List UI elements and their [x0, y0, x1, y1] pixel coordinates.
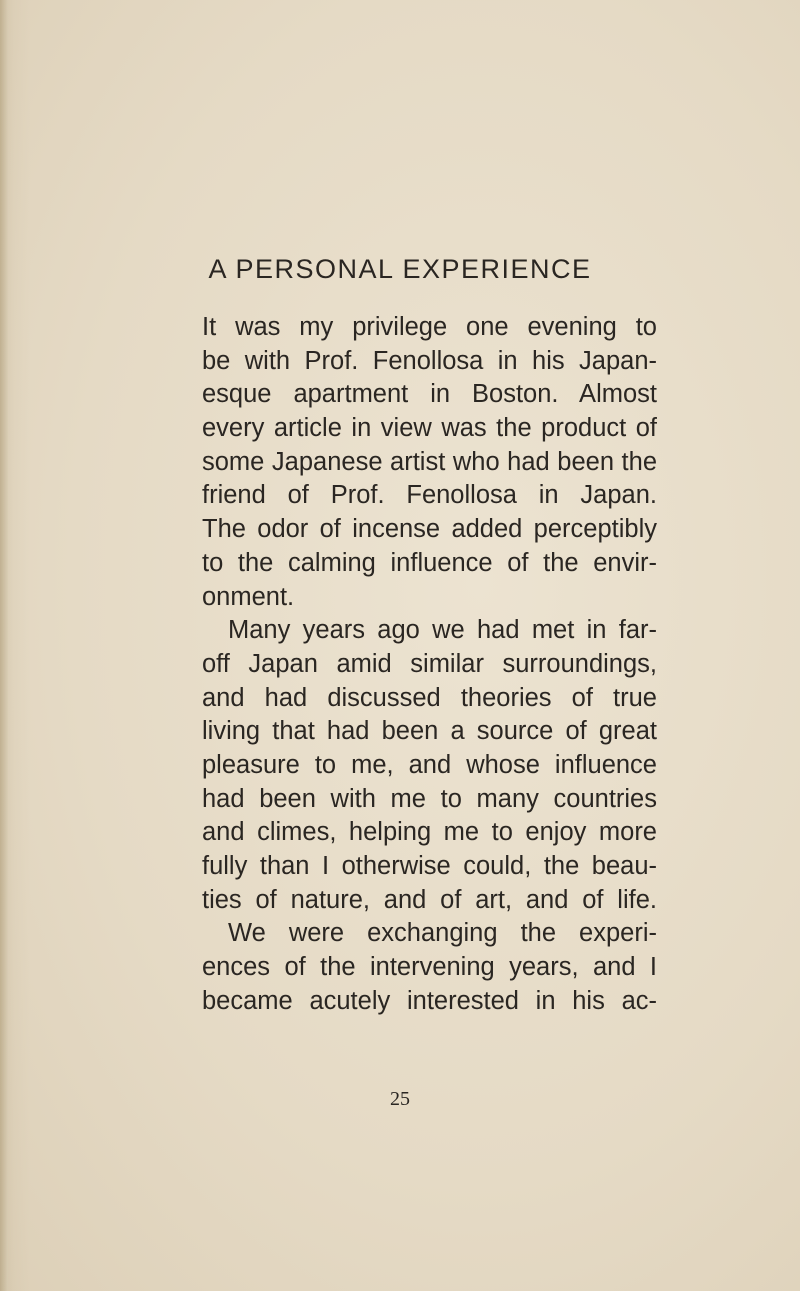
chapter-heading: A PERSONAL EXPERIENCE: [208, 254, 592, 284]
text-line: and had discussed theories of true: [202, 683, 657, 712]
text-line: It was my privilege one evening to: [202, 313, 657, 341]
text-line: every article in view was the product of: [202, 414, 657, 443]
text-line: off Japan amid similar surroundings,: [202, 649, 657, 678]
text-line: onment.: [202, 582, 295, 611]
text-line: living that had been a source of great: [202, 717, 657, 746]
text-line: pleasure to me, and whose influence: [202, 750, 657, 779]
text-line: The odor of incense added perceptibly: [202, 515, 657, 544]
text-line: some Japanese artist who had been the: [202, 447, 657, 476]
text-line: We were exchanging the experi-: [228, 919, 657, 948]
text-line: friend of Prof. Fenollosa in Japan.: [202, 481, 657, 510]
text-line: had been with me to many countries: [202, 784, 657, 813]
text-line: ties of nature, and of art, and of life.: [202, 885, 657, 914]
text-line: be with Prof. Fenollosa in his Japan-: [202, 346, 657, 375]
text-line: fully than I otherwise could, the beau-: [202, 852, 657, 880]
page-number: 25: [390, 1088, 410, 1110]
text-line: esque apartment in Boston. Almost: [202, 380, 657, 409]
text-line: ences of the intervening years, and I: [202, 953, 657, 982]
text-line: Many years ago we had met in far-: [228, 616, 657, 645]
text-line: to the calming influence of the envir-: [202, 548, 657, 577]
body-text: [202, 311, 657, 1018]
text-line: became acutely interested in his ac-: [202, 986, 657, 1015]
text-line: and climes, helping me to enjoy more: [202, 818, 657, 847]
